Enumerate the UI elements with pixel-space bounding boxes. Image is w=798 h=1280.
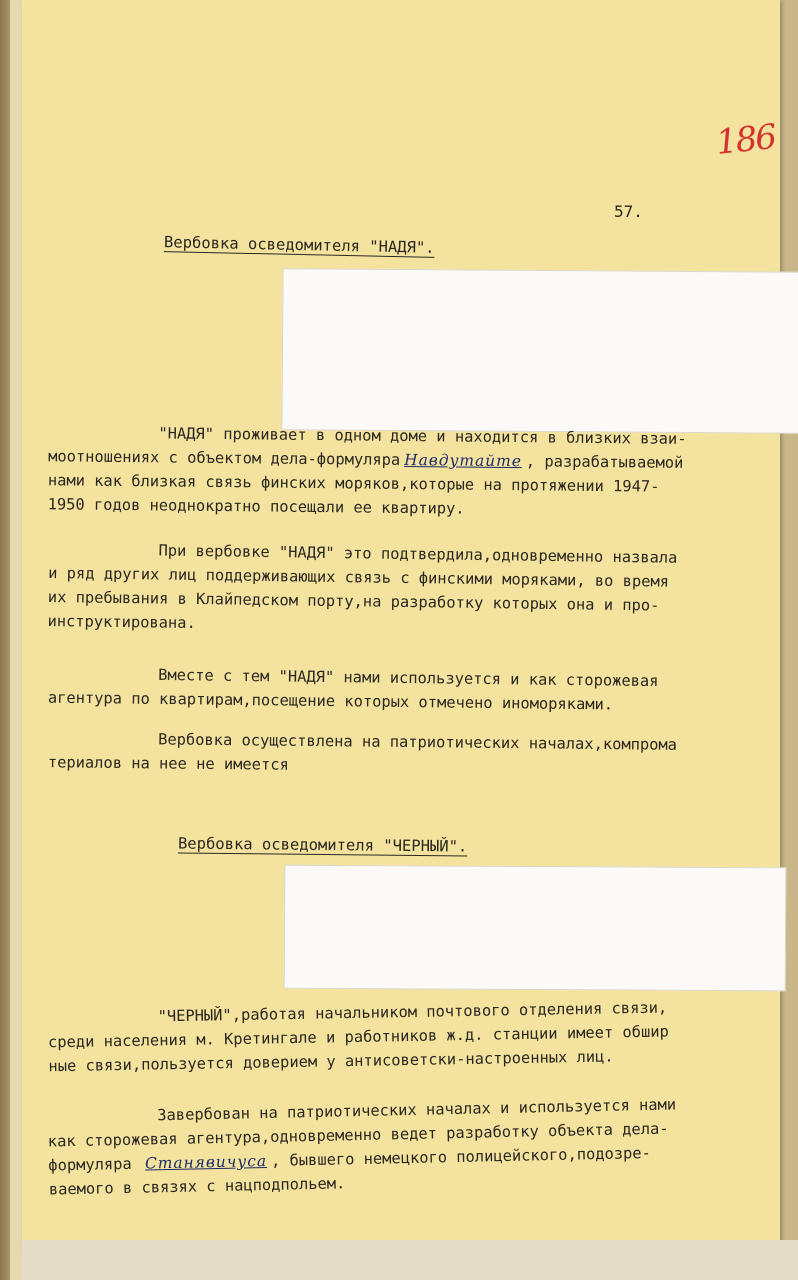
text-line: Вместе с тем "НАДЯ" нами используется и как сторожевая bbox=[158, 665, 659, 691]
handwritten-name: Навдутайте bbox=[404, 450, 522, 471]
text-line: ные связи,пользуется доверием у антисоветски-настроенных лиц. bbox=[48, 1047, 614, 1076]
text-line: агентура по квартирам,посещение которых отмечено иноморяками. bbox=[47, 688, 614, 714]
redaction-strip bbox=[284, 865, 787, 992]
text-line: как сторожевая агентура,одновременно ведет разработку объекта дела- bbox=[47, 1119, 669, 1151]
paragraph bbox=[47, 1090, 771, 1201]
text-line: нами как близкая связь финских моряков,которые на протяжении 1947- bbox=[47, 471, 660, 496]
section-heading: Вербовка осведомителя "НАДЯ". bbox=[163, 233, 435, 257]
paragraph bbox=[48, 726, 770, 782]
text-line: Завербован на патриотических началах и используется нами bbox=[157, 1095, 677, 1125]
handwritten-name: Станявичуса bbox=[144, 1151, 268, 1173]
text-line: "ЧЕРНЫЙ",работая начальником почтового отделения связи, bbox=[157, 998, 668, 1026]
paragraph bbox=[48, 662, 771, 719]
text-line: 1950 годов неоднократно посещали ее квартиру. bbox=[47, 495, 465, 518]
text-line: Вербовка осуществлена на патриотических началах,компрома bbox=[158, 730, 678, 754]
text-line: ваемого в связях с нацподпольем. bbox=[48, 1174, 346, 1199]
page-number: 57. bbox=[614, 202, 643, 221]
text-line: При вербовке "НАДЯ" это подтвердила,одновременно назвала bbox=[158, 541, 678, 567]
paragraph bbox=[47, 537, 770, 643]
underlying-page bbox=[22, 1240, 798, 1280]
text-line: инструктирована. bbox=[47, 611, 196, 633]
text-line: среди населения м. Кретингале и работников ж.д. станции имеет обшир bbox=[47, 1022, 669, 1052]
text-line: формуляра Станявичуса , бывшего немецкого полицейского,подозре- bbox=[48, 1143, 652, 1175]
paragraph bbox=[47, 994, 770, 1079]
text-line: териалов на нее не имеется bbox=[47, 753, 289, 774]
text-line: их пребывания в Клайпедском порту,на разработку которых она и про- bbox=[47, 587, 660, 615]
text-line: и ряд других лиц поддерживающих связь с финскими моряками, во время bbox=[48, 563, 670, 591]
archive-page-number: 186 bbox=[714, 117, 777, 163]
paragraph bbox=[48, 420, 771, 524]
redaction-strip bbox=[281, 268, 798, 434]
section-heading: Вербовка осведомителя "ЧЕРНЫЙ". bbox=[177, 834, 468, 856]
text-line: моотношениях с объектом дела-формуляра Навдутайте , разрабатываемой bbox=[48, 447, 684, 472]
text-line: "НАДЯ" проживает в одном доме и находится в близких взаи- bbox=[158, 424, 687, 448]
